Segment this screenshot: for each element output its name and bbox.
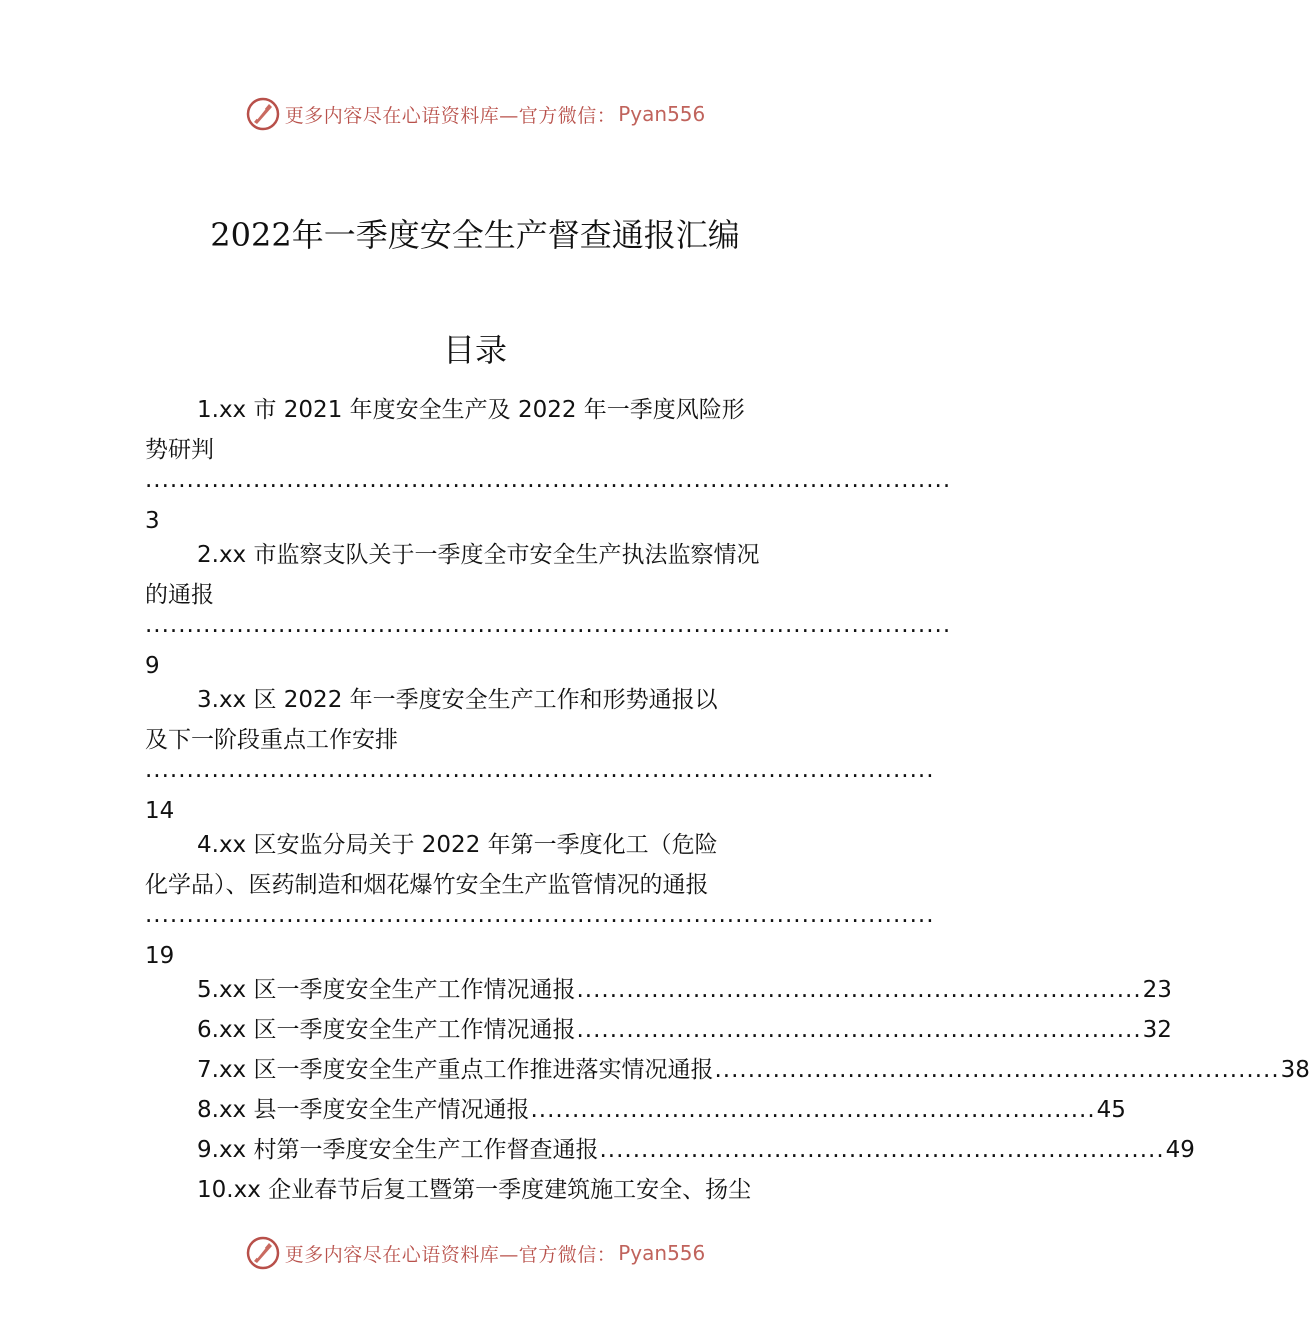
quill-logo-icon: [245, 1235, 281, 1271]
toc-entry-title: 4.xx 区安监分局关于 2022 年第一季度化工（危险: [197, 832, 718, 858]
toc-entry[interactable]: [145, 825, 935, 973]
toc-entry-title: 9.xx 村第一季度安全生产工作督查通报: [197, 1137, 599, 1163]
toc-dot-leader: ....................................................................: [576, 977, 1142, 1003]
toc-entry-title-cont: 的通报: [145, 582, 214, 608]
toc-dot-leader: .................................................................................................: [145, 467, 952, 493]
toc-entry[interactable]: [197, 1170, 810, 1210]
watermark-banner-top: [0, 94, 950, 134]
watermark-text: 更多内容尽在心语资料库—官方微信：: [284, 1243, 617, 1266]
watermark-wechat-id: Pyan556: [618, 1241, 706, 1265]
toc-entry[interactable]: [145, 680, 935, 828]
toc-entry[interactable]: [145, 535, 952, 683]
toc-page-number: 38: [1280, 1057, 1310, 1083]
toc-entry-title: 2.xx 市监察支队关于一季度全市安全生产执法监察情况: [197, 542, 760, 568]
toc-dot-leader: ....................................................................: [530, 1097, 1096, 1123]
watermark-banner-bottom: [0, 1233, 950, 1273]
toc-entry[interactable]: [197, 1130, 1195, 1170]
watermark-text: 更多内容尽在心语资料库—官方微信：: [284, 104, 617, 127]
toc-entry[interactable]: [197, 1090, 1126, 1130]
toc-dot-leader: .................................................................................................: [145, 612, 952, 638]
toc-dot-leader: ...............................................................................................: [145, 757, 935, 783]
toc-entry-title: 8.xx 县一季度安全生产情况通报: [197, 1097, 530, 1123]
toc-heading: 目录: [442, 331, 507, 369]
toc-entry-title: 6.xx 区一季度安全生产工作情况通报: [197, 1017, 576, 1043]
toc-entry-title-cont: 化学品）、医药制造和烟花爆竹安全生产监管情况的通报: [145, 872, 709, 898]
toc-entry-title: 1.xx 市 2021 年度安全生产及 2022 年一季度风险形: [197, 397, 745, 423]
toc-entry[interactable]: [197, 1050, 1310, 1090]
toc-entry-title: 10.xx 企业春节后复工暨第一季度建筑施工安全、扬尘: [197, 1177, 752, 1203]
watermark-wechat-id: Pyan556: [618, 102, 706, 126]
toc-dot-leader: ....................................................................: [714, 1057, 1280, 1083]
toc-page-number: 9: [145, 653, 160, 679]
toc-page-number: 23: [1142, 977, 1172, 1003]
quill-logo-icon: [245, 96, 281, 132]
toc-entry-title: 3.xx 区 2022 年一季度安全生产工作和形势通报以: [197, 687, 718, 713]
toc-entry-title: 7.xx 区一季度安全生产重点工作推进落实情况通报: [197, 1057, 714, 1083]
toc-entry[interactable]: [197, 1010, 1172, 1050]
toc-entry[interactable]: [145, 390, 952, 538]
toc-page-number: 19: [145, 943, 175, 969]
toc-entry-title: 5.xx 区一季度安全生产工作情况通报: [197, 977, 576, 1003]
document-title: 2022年一季度安全生产督查通报汇编: [210, 216, 740, 254]
toc-page-number: 49: [1165, 1137, 1195, 1163]
toc-dot-leader: ...............................................................................................: [145, 902, 935, 928]
toc-dot-leader: ....................................................................: [576, 1017, 1142, 1043]
toc-entry[interactable]: [197, 970, 1172, 1010]
toc-entry-title-cont: 势研判: [145, 437, 214, 463]
toc-page-number: 14: [145, 798, 175, 824]
toc-page-number: 3: [145, 508, 160, 534]
toc-page-number: 32: [1142, 1017, 1172, 1043]
toc-dot-leader: ....................................................................: [599, 1137, 1165, 1163]
toc-entry-title-cont: 及下一阶段重点工作安排: [145, 727, 398, 753]
toc-page-number: 45: [1096, 1097, 1126, 1123]
